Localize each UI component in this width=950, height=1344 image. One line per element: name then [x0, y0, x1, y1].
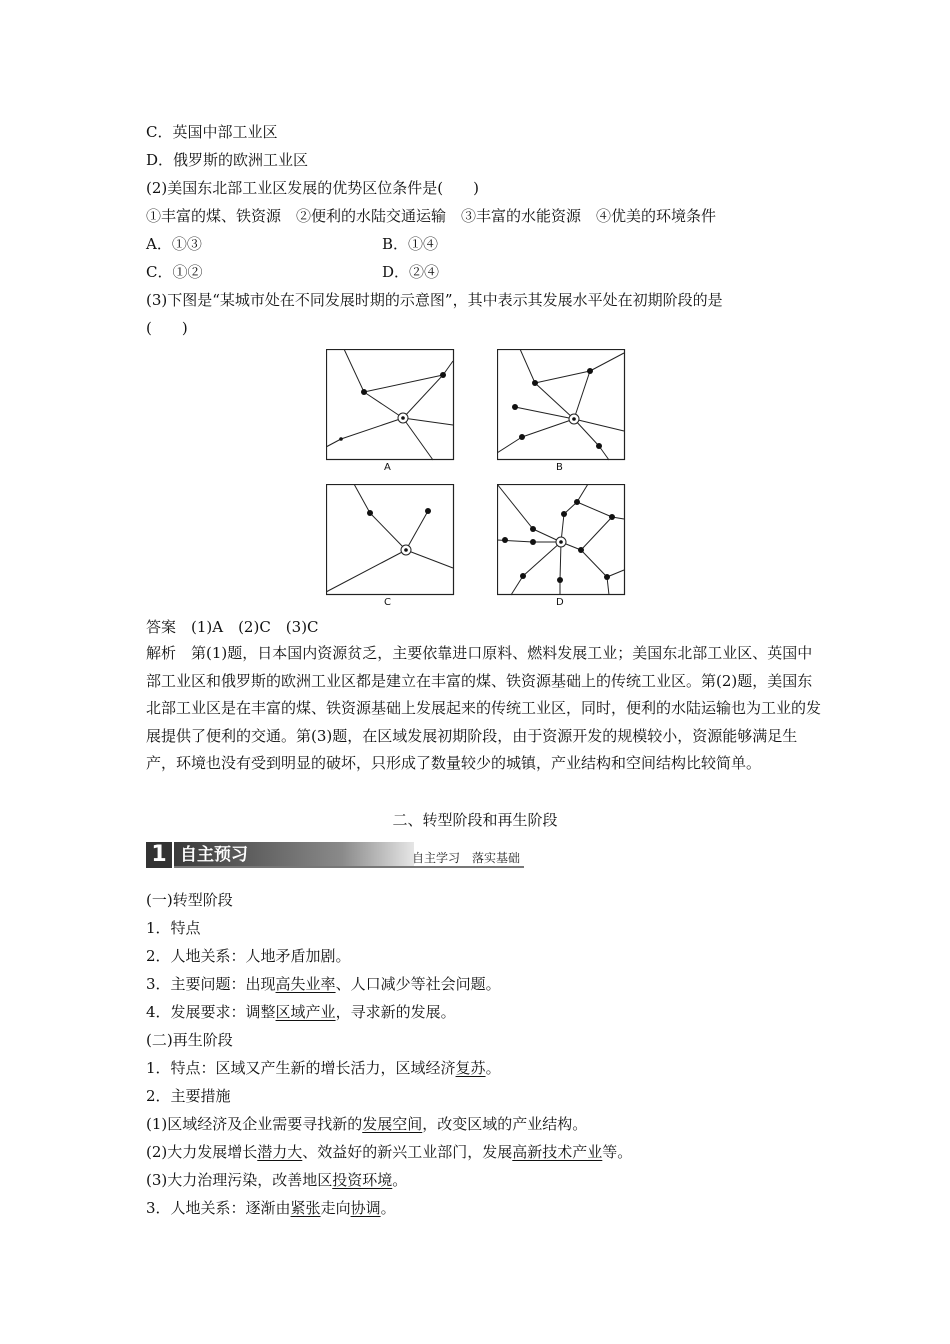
q2-option-d: D．②④ [382, 263, 440, 281]
question-2: (2)美国东北部工业区发展的优势区位条件是( ) [146, 179, 479, 197]
figure-b-label: B [556, 462, 563, 473]
q2-option-c: C．①② [146, 263, 203, 281]
option-c: C．英国中部工业区 [146, 123, 278, 141]
measure-2: (2)大力发展增长潜力大、效益好的新兴工业部门，发展高新技术产业等。 [146, 1143, 633, 1161]
heading-transition: (一)转型阶段 [146, 891, 233, 909]
fill-blank: 投资环境 [332, 1171, 393, 1189]
regeneration-item-1: 1．特点：区域又产生新的增长活力，区域经济复苏。 [146, 1059, 501, 1077]
fill-blank: 高新技术产业 [512, 1143, 603, 1161]
banner-rule [174, 866, 524, 868]
transition-item-3: 3．主要问题：出现高失业率、人口减少等社会问题。 [146, 975, 501, 993]
fill-blank: 区域产业 [275, 1003, 336, 1021]
transition-item-2: 2．人地关系：人地矛盾加剧。 [146, 947, 351, 965]
transition-item-1: 1．特点 [146, 919, 201, 937]
fill-blank: 潜力大 [257, 1143, 303, 1161]
regeneration-item-3: 3．人地关系：逐渐由紧张走向协调。 [146, 1199, 396, 1217]
banner-subtitle: 自主学习 落实基础 [411, 851, 520, 865]
figure-b-map [497, 349, 627, 461]
figure-a-map [326, 349, 456, 461]
figure-c-label: C [384, 597, 391, 608]
q2-option-a: A．①③ [146, 235, 202, 253]
measure-1: (1)区域经济及企业需要寻找新的发展空间，改变区域的产业结构。 [146, 1115, 588, 1133]
section-banner [146, 842, 524, 868]
measure-3: (3)大力治理污染，改善地区投资环境。 [146, 1171, 408, 1189]
figure-d-label: D [556, 597, 564, 608]
question-2-options-row2 [146, 262, 440, 282]
question-2-items: ①丰富的煤、铁资源 ②便利的水陆交通运输 ③丰富的水能资源 ④优美的环境条件 [146, 207, 717, 225]
figure-a-label: A [384, 462, 391, 473]
transition-item-4: 4．发展要求：调整区域产业，寻求新的发展。 [146, 1003, 456, 1021]
banner-title: 自主预习 [174, 842, 414, 868]
fill-blank: 协调 [350, 1199, 381, 1217]
section-title: 二、转型阶段和再生阶段 [392, 811, 558, 829]
fill-blank: 紧张 [290, 1199, 321, 1217]
regeneration-item-2: 2．主要措施 [146, 1087, 231, 1105]
question-2-options-row1 [146, 234, 439, 254]
heading-regeneration: (二)再生阶段 [146, 1031, 233, 1049]
figure-d-map [497, 484, 627, 596]
option-d: D．俄罗斯的欧洲工业区 [146, 151, 309, 169]
question-3: (3)下图是“某城市处在不同发展时期的示意图”，其中表示其发展水平处在初期阶段的是 [146, 291, 723, 309]
figure-c-map [326, 484, 456, 596]
analysis: 解析 第(1)题，日本国内资源贫乏，主要依靠进口原料、燃料发展工业；美国东北部工业区、英国中部工业区和俄罗斯的欧洲工业区都是建立在丰富的煤、铁资源基础上的传统工业区。第(2)题，美国东北部工业区是在丰富的煤、铁资源基础上发展起来的传统工业区，同时，便利的水陆运输也为工业的发展提供了便利的交通。第(3)题，在区域发展初期阶段，由于资源开发的规模较小，资源能够满足生产，环境也没有受到明显的破坏，只形成了数量较少的城镇，产业结构和空间结构比较简单。 [146, 644, 822, 772]
q2-option-b: B．①④ [382, 235, 439, 253]
banner-number: 1 [146, 842, 172, 868]
fill-blank: 高失业率 [275, 975, 336, 993]
fill-blank: 复苏 [455, 1059, 486, 1077]
answer: 答案 (1)A (2)C (3)C [146, 618, 319, 636]
fill-blank: 发展空间 [362, 1115, 423, 1133]
question-3-paren: ( ) [146, 319, 188, 337]
